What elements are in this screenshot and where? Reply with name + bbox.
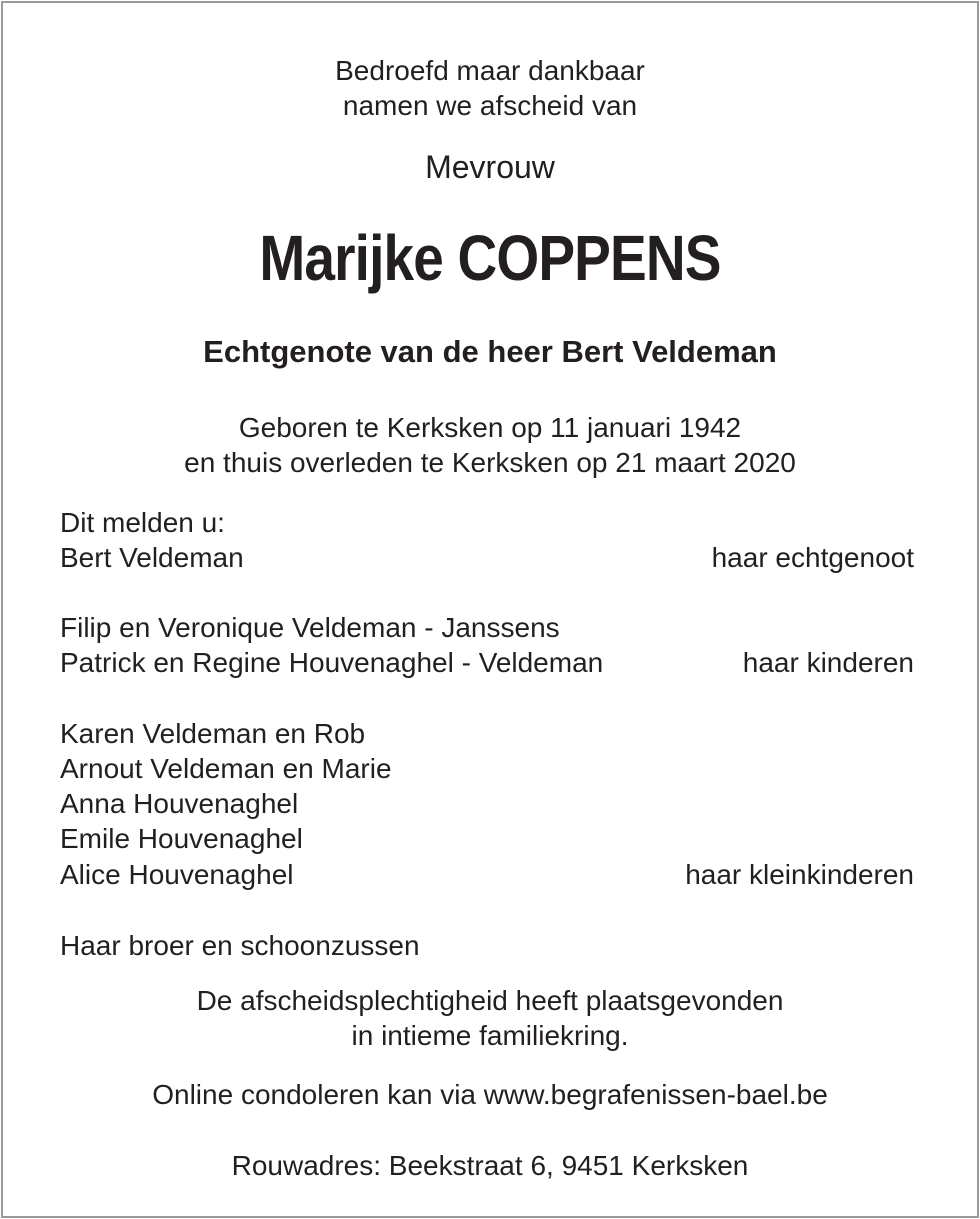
announced-by: Dit melden u:	[60, 507, 225, 538]
ceremony-line-2: in intieme familiekring.	[351, 1020, 629, 1051]
relation-grandchildren: haar kleinkinderen	[685, 859, 914, 890]
intro-line-1: Bedroefd maar dankbaar	[335, 55, 645, 86]
family-name: Patrick en Regine Houvenaghel - Veldeman	[60, 647, 604, 678]
relation-spouse: haar echtgenoot	[711, 542, 914, 573]
family-name: Filip en Veronique Veldeman - Janssens	[60, 612, 560, 643]
family-name: Emile Houvenaghel	[60, 823, 303, 854]
relation-children: haar kinderen	[742, 647, 914, 678]
family-name: Alice Houvenaghel	[60, 859, 294, 890]
deceased-name: Marijke COPPENS	[259, 222, 721, 294]
death-line: en thuis overleden te Kerksken op 21 maart 2020	[184, 447, 796, 478]
family-name: Karen Veldeman en Rob	[60, 718, 366, 749]
family-name: Bert Veldeman	[60, 542, 244, 573]
family-name: Anna Houvenaghel	[60, 788, 299, 819]
honorific: Mevrouw	[425, 149, 555, 185]
ceremony-line-1: De afscheidsplechtigheid heeft plaatsgevonden	[196, 985, 784, 1016]
condolence-line: Online condoleren kan via www.begrafenissen-bael.be	[152, 1079, 828, 1110]
family-name: Arnout Veldeman en Marie	[60, 753, 392, 784]
spouse-line: Echtgenote van de heer Bert Veldeman	[203, 334, 777, 369]
address-line: Rouwadres: Beekstraat 6, 9451 Kerksken	[231, 1150, 749, 1181]
family-name: Haar broer en schoonzussen	[60, 930, 420, 961]
birth-line: Geboren te Kerksken op 11 januari 1942	[238, 412, 742, 443]
intro-line-2: namen we afscheid van	[342, 90, 638, 121]
